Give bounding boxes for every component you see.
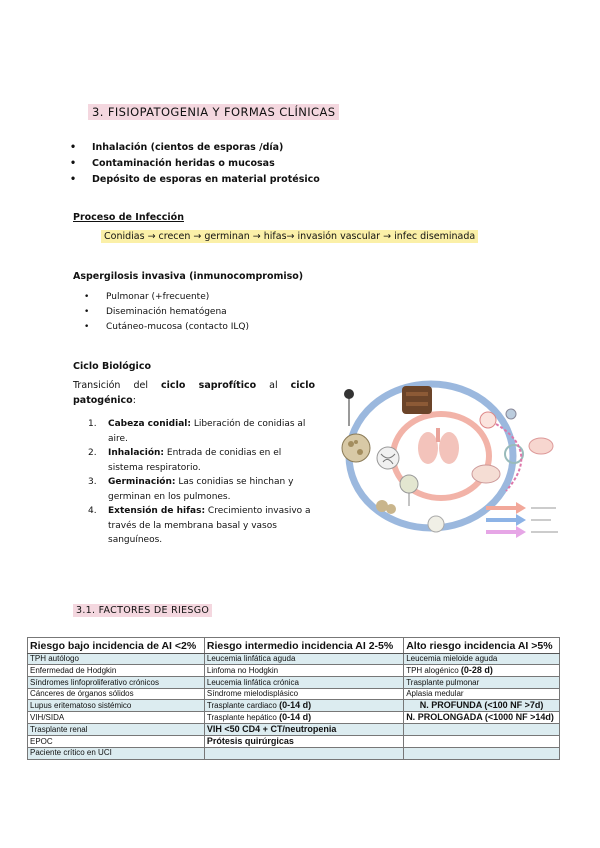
life-cycle-diagram — [336, 356, 576, 548]
table-row — [28, 700, 560, 712]
table-cell: Trasplante renal — [28, 724, 205, 736]
conidial-head-icon — [344, 389, 354, 426]
cell-bold: VIH <50 CD4 + CT/neutropenia — [206, 724, 337, 735]
table-cell: Aplasia medular — [404, 688, 560, 699]
table-cell — [404, 700, 560, 712]
step-number: 2. — [88, 448, 97, 458]
list-item: • Depósito de esporas en material protésico — [92, 172, 320, 188]
intro-text: Transición del — [73, 380, 162, 391]
riesgo-title: 3.1. FACTORES DE RIESGO — [73, 604, 212, 617]
step-bold: Germinación: — [108, 477, 176, 487]
soil-icon — [402, 386, 432, 414]
table-row — [28, 654, 560, 665]
step-text: Crecimiento invasivo a través de la membrana basal y vasos sanguíneos. — [108, 506, 311, 545]
hyphae-icon — [377, 447, 399, 469]
intro-bold: ciclo patogénico — [73, 380, 315, 406]
list-item: • Inhalación (cientos de esporas /día) — [92, 140, 320, 156]
risk-factors-table — [27, 637, 560, 760]
cell-bold: N. PROLONGADA (<1000 NF >14d) — [406, 712, 554, 723]
table-cell: Leucemia mieloide aguda — [404, 654, 560, 665]
ciclo-steps — [88, 417, 312, 548]
list-item: • Diseminación hematógena — [106, 305, 249, 320]
section-title: 3. FISIOPATOGENIA Y FORMAS CLÍNICAS — [88, 104, 339, 120]
table-cell — [404, 748, 560, 759]
step-item — [88, 417, 312, 446]
table-cell: Enfermedad de Hodgkin — [28, 665, 205, 677]
cell-text: TPH alogénico — [406, 666, 461, 676]
table-cell: Trasplante pulmonar — [404, 677, 560, 688]
cell-bold: N. PROFUNDA (<100 NF >7d) — [419, 700, 544, 711]
list-item: • Cutáneo-mucosa (contacto ILQ) — [106, 320, 249, 335]
table-row — [28, 677, 560, 688]
transmission-list — [92, 140, 320, 188]
table-row — [28, 736, 560, 748]
table-cell — [204, 724, 403, 736]
table-cell: Paciente crítico en UCI — [28, 748, 205, 759]
table-cell: Lupus eritematoso sistémico — [28, 700, 205, 712]
step-number: 1. — [88, 419, 97, 429]
table-cell — [204, 736, 403, 748]
cell-text: Trasplante cardiaco — [206, 701, 280, 711]
conidiophore-icon — [400, 475, 418, 506]
step-item — [88, 504, 312, 548]
step-text: Entrada de conidias en el sistema respiratorio. — [108, 448, 282, 473]
intro-text: : — [132, 395, 136, 406]
cell-bold: (0-14 d) — [279, 700, 312, 711]
table-cell — [204, 700, 403, 712]
intro-bold: ciclo saprofítico — [161, 380, 257, 391]
table-cell — [204, 748, 403, 759]
header-high-risk: Alto riesgo incidencia AI >5% — [404, 638, 560, 654]
table-cell — [404, 736, 560, 748]
list-item: • Pulmonar (+frecuente) — [106, 290, 249, 305]
table-cell: Cánceres de órganos sólidos — [28, 688, 205, 699]
aspergilosis-title: Aspergilosis invasiva (inmunocompromiso) — [73, 271, 304, 282]
lungs-icon — [418, 428, 459, 464]
step-item — [88, 475, 312, 504]
table-cell: Leucemia linfática crónica — [204, 677, 403, 688]
table-row — [28, 748, 560, 759]
table-row — [28, 688, 560, 699]
cell-text: Trasplante hepático — [206, 713, 280, 723]
step-bold: Extensión de hifas: — [108, 506, 206, 516]
table-cell: Síndrome mielodisplásico — [204, 688, 403, 699]
legend-arrows — [486, 502, 558, 538]
table-row — [28, 712, 560, 724]
table-cell: TPH autólogo — [28, 654, 205, 665]
intro-text: al — [256, 380, 291, 391]
table-cell: Síndromes linfoproliferativo crónicos — [28, 677, 205, 688]
aspergilosis-list — [106, 290, 249, 335]
table-cell — [204, 712, 403, 724]
list-item: • Contaminación heridas o mucosas — [92, 156, 320, 172]
table-header-row — [28, 638, 560, 654]
header-mid-risk: Riesgo intermedio incidencia AI 2-5% — [204, 638, 403, 654]
cell-bold: (0-28 d) — [460, 665, 493, 676]
ciclo-title: Ciclo Biológico — [73, 361, 151, 372]
table-row — [28, 724, 560, 736]
cell-bold: Prótesis quirúrgicas — [206, 736, 294, 747]
cell-bold: (0-14 d) — [279, 712, 312, 723]
header-low-risk: Riesgo bajo incidencia de AI <2% — [28, 638, 205, 654]
step-number: 3. — [88, 477, 97, 487]
proceso-text: Conidias → crecen → germinan → hifas→ invasión vascular → infec diseminada — [101, 230, 478, 243]
step-bold: Inhalación: — [108, 448, 165, 458]
table-cell: VIH/SIDA — [28, 712, 205, 724]
step-text: Las conidias se hinchan y germinan en los pulmones. — [108, 477, 294, 502]
step-bold: Cabeza conidial: — [108, 419, 191, 429]
table-cell: EPOC — [28, 736, 205, 748]
table-cell: Leucemia linfática aguda — [204, 654, 403, 665]
step-item — [88, 446, 312, 475]
proceso-title: Proceso de Infección — [73, 212, 184, 223]
step-text: Liberación de conidias al aire. — [108, 419, 306, 444]
table-row — [28, 665, 560, 677]
ciclo-intro — [73, 378, 315, 408]
table-cell — [404, 724, 560, 736]
spore-sphere-icon — [342, 434, 370, 462]
step-number: 4. — [88, 506, 97, 516]
table-cell — [404, 665, 560, 677]
table-cell — [404, 712, 560, 724]
table-cell: Linfoma no Hodgkin — [204, 665, 403, 677]
